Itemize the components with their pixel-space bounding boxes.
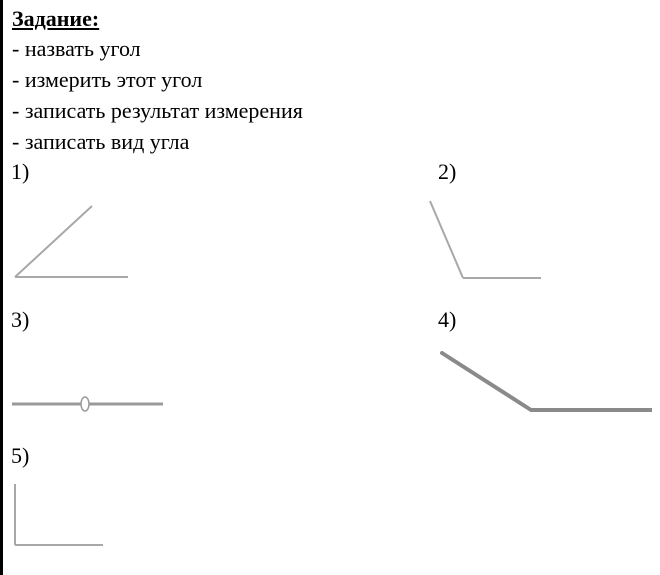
task-item-name-angle: - назвать угол [12, 36, 141, 61]
figure-label-2: 2) [438, 159, 457, 184]
figure-label-4: 4) [438, 307, 457, 332]
angle-1-acute [15, 206, 128, 277]
angle-4-obtuse [442, 353, 652, 410]
figure-label-3: 3) [11, 307, 30, 332]
task-item-measure-angle: - измерить этот угол [12, 67, 203, 92]
task-heading: Задание: [12, 6, 100, 31]
angle-2-obtuse [430, 201, 541, 278]
task-item-record-type: - записать вид угла [12, 129, 190, 154]
angle-5-right [15, 484, 103, 545]
figure-label-5: 5) [11, 443, 30, 468]
figure-label-1: 1) [11, 159, 30, 184]
task-item-record-result: - записать результат измерения [12, 98, 303, 123]
angle-3-straight [12, 397, 163, 411]
